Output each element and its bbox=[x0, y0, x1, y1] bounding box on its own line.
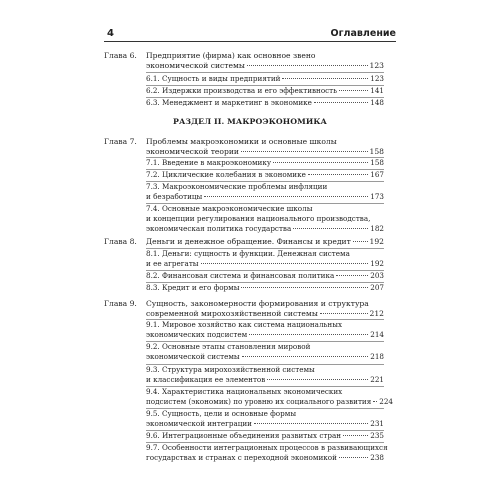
toc-entry-7-4: 7.4. Основные макроэкономические школы и концепции регулирования национального производства, экономическая политика государства 182 bbox=[146, 204, 384, 233]
toc-entry-9-7: 9.7. Особенности интеграционных процессов в развивающихся государствах и странах с переходной экономикой 238 bbox=[146, 443, 388, 462]
toc-entry-6-1: 6.1. Сущность и виды предприятий 123 bbox=[146, 74, 384, 83]
toc-entry-8-2: 8.2. Финансовая система и финансовая политика 203 bbox=[146, 271, 384, 280]
section-heading: РАЗДЕЛ II. МАКРОЭКОНОМИКА bbox=[173, 117, 327, 126]
toc-entry-9-1: 9.1. Мировое хозяйство как система национальных экономических подсистем 214 bbox=[146, 320, 384, 339]
chapter-7-label: Глава 7. bbox=[104, 137, 137, 146]
page-ref: 192 bbox=[370, 258, 384, 268]
page-ref: 221 bbox=[370, 374, 384, 384]
page-ref: 203 bbox=[370, 271, 384, 280]
toc-entry-6-2: 6.2. Издержки производства и его эффективность 141 bbox=[146, 86, 384, 95]
divider bbox=[146, 72, 384, 73]
toc-entry-7-2: 7.2. Циклические колебания в экономике 167 bbox=[146, 170, 384, 179]
page-ref: 207 bbox=[370, 283, 384, 292]
page-ref: 212 bbox=[369, 308, 384, 318]
page-ref: 167 bbox=[370, 170, 384, 179]
chapter-8-label: Глава 8. bbox=[104, 237, 137, 246]
chapter-6-title bbox=[146, 51, 384, 71]
page-ref: 235 bbox=[370, 431, 384, 440]
chapter-title-line: Предприятие (фирма) как основное звено bbox=[146, 51, 316, 60]
toc-entry-9-6: 9.6. Интеграционные объединения развитых стран 235 bbox=[146, 431, 384, 440]
running-title: Оглавление bbox=[330, 28, 396, 39]
chapter-7-title: Проблемы макроэкономики и основные школы экономической теории 158 bbox=[146, 137, 384, 156]
toc-entry-8-3: 8.3. Кредит и его формы 207 bbox=[146, 283, 384, 292]
page-ref: 158 bbox=[370, 158, 384, 167]
page-ref: 218 bbox=[370, 351, 384, 361]
toc-entry-6-3: 6.3. Менеджмент и маркетинг в экономике 148 bbox=[146, 98, 384, 107]
toc-entry-8-1: 8.1. Деньги: сущность и функции. Денежная система и ее агрегаты 192 bbox=[146, 249, 384, 268]
page-ref: 123 bbox=[369, 60, 384, 70]
page-ref: 173 bbox=[370, 191, 384, 201]
page-header bbox=[104, 28, 396, 42]
toc-entry-9-2: 9.2. Основные этапы становления мировой экономической системы 218 bbox=[146, 342, 384, 361]
page-ref: 214 bbox=[370, 329, 384, 339]
page-ref: 231 bbox=[370, 418, 384, 428]
toc-entry-7-1: 7.1. Введение в макроэкономику 158 bbox=[146, 158, 384, 167]
chapter-title-line: экономической системы 123 bbox=[146, 60, 384, 70]
chapter-9-label: Глава 9. bbox=[104, 299, 137, 308]
toc-entry-9-3: 9.3. Структура мирохозяйственной системы и классификация ее элементов 221 bbox=[146, 365, 384, 384]
chapter-6-label: Глава 6. bbox=[104, 51, 137, 60]
page-ref: 224 bbox=[379, 396, 393, 406]
page-ref: 158 bbox=[369, 146, 384, 156]
page-ref: 141 bbox=[370, 86, 384, 95]
chapter-9-title: Сущность, закономерности формирования и структура современной мирохозяйственной системы 212 bbox=[146, 299, 384, 318]
toc-entry-9-4: 9.4. Характеристика национальных экономических подсистем (экономик) по уровню их социального развития 224 bbox=[146, 387, 393, 406]
chapter-8-title: Деньги и денежное обращение. Финансы и кредит 192 bbox=[146, 237, 384, 246]
page-ref: 192 bbox=[369, 237, 384, 246]
page-number: 4 bbox=[107, 28, 114, 39]
page-ref: 148 bbox=[370, 98, 384, 107]
header-rule bbox=[104, 41, 396, 42]
toc-entry-9-5: 9.5. Сущность, цели и основные формы экономической интеграции 231 bbox=[146, 409, 384, 428]
page-ref: 238 bbox=[370, 452, 384, 462]
toc-entry-7-3: 7.3. Макроэкономические проблемы инфляции и безработицы 173 bbox=[146, 182, 384, 201]
page-ref: 182 bbox=[370, 223, 384, 233]
page-ref: 123 bbox=[370, 74, 384, 83]
